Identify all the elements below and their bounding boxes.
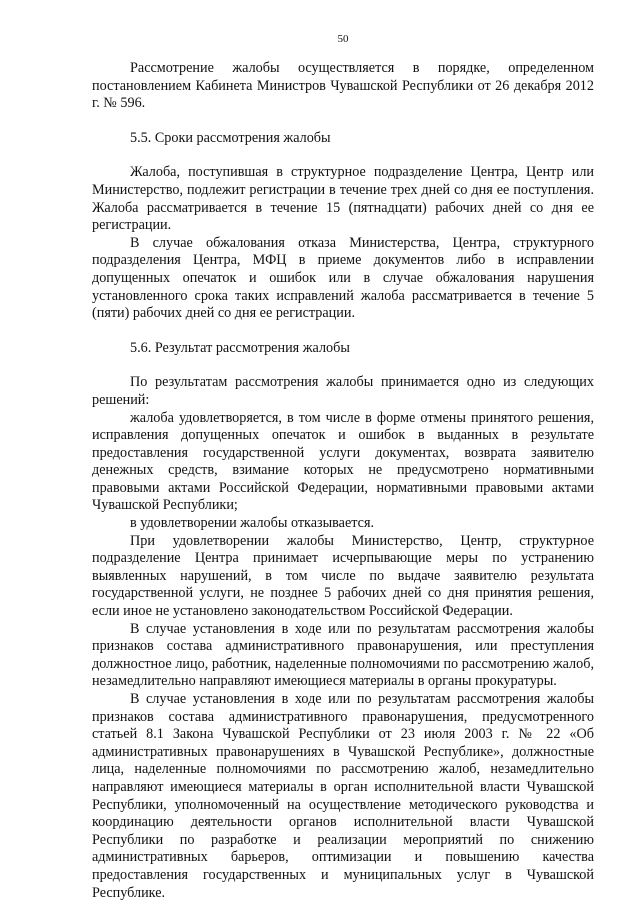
document-page [92, 32, 594, 902]
paragraph-complaint-satisfied: жалоба удовлетворяется, в том числе в форме отмены принятого решения, исправления допущенных опечаток и ошибок в выданных в результате предоставления государственной услуги документах, возврата заявителю денежных средств, взимание которых не предусмотрено нормативными правовыми актами Российской Федерации, нормативными правовыми актами Чувашской Республики; [92, 409, 594, 514]
paragraph-review-procedure: Рассмотрение жалобы осуществляется в порядке, определенном постановлением Кабинета Министров Чувашской Республики от 26 декабря 2012 г. № 596. [92, 60, 594, 112]
paragraph-decision-options: По результатам рассмотрения жалобы принимается одно из следующих решений: [92, 374, 594, 408]
page-number: 50 [337, 33, 349, 45]
spacer [92, 357, 594, 374]
spacer [92, 113, 594, 130]
paragraph-administrative-offense-referral: В случае установления в ходе или по результатам рассмотрения жалобы признаков состава административного правонарушения, предусмотренного статьей 8.1 Закона Чувашской Республики от 23 июля 2003 г. № 22 «Об административных правонарушениях в Чувашской Республике», должностные лица, наделенные полномочиями по рассмотрению жалоб, незамедлительно направляют имеющиеся материалы в орган исполнительной власти Чувашской Республики, уполномоченный на осуществление методического руководства и координацию деятельности органов исполнительной власти Чувашской Республики по разработке и реализации мероприятий по снижению административных барьеров, оптимизации и повышению качества предоставления государственных и муниципальных услуг в Чувашской Республике. [92, 691, 594, 901]
spacer [92, 323, 594, 340]
paragraph-prosecution-referral: В случае установления в ходе или по результатам рассмотрения жалобы признаков состава административного правонарушения, или преступления должностное лицо, работник, наделенные полномочиями по рассмотрению жалоб, незамедлительно направляют имеющиеся материалы в органы прокуратуры. [92, 620, 594, 690]
paragraph-remedy-measures: При удовлетворении жалобы Министерство, Центр, структурное подразделение Центра принимает исчерпывающие меры по устранению выявленных нарушений, в том числе по выдаче заявителю результата государственной услуги, не позднее 5 рабочих дней со дня принятия решения, если иное не установлено законодательством Российской Федерации. [92, 532, 594, 620]
section-heading-5-5: 5.5. Сроки рассмотрения жалобы [130, 129, 331, 146]
paragraph-refusal-appeal-term: В случае обжалования отказа Министерства, Центра, структурного подразделения Центра, МФЦ в приеме документов либо в исправлении допущенных опечаток и ошибок или в случае обжалования нарушения установленного срока таких исправлений жалоба рассматривается в течение 5 (пяти) рабочих дней со дня ее регистрации. [92, 234, 594, 322]
paragraph-registration-term: Жалоба, поступившая в структурное подразделение Центра, Центр или Министерство, подлежит регистрации в течение трех дней со дня ее поступления. Жалоба рассматривается в течение 15 (пятнадцати) рабочих дней со дня ее регистрации. [92, 164, 594, 234]
section-heading-5-6: 5.6. Результат рассмотрения жалобы [130, 339, 350, 356]
paragraph-complaint-refused: в удовлетворении жалобы отказывается. [130, 515, 375, 532]
spacer [92, 147, 594, 164]
